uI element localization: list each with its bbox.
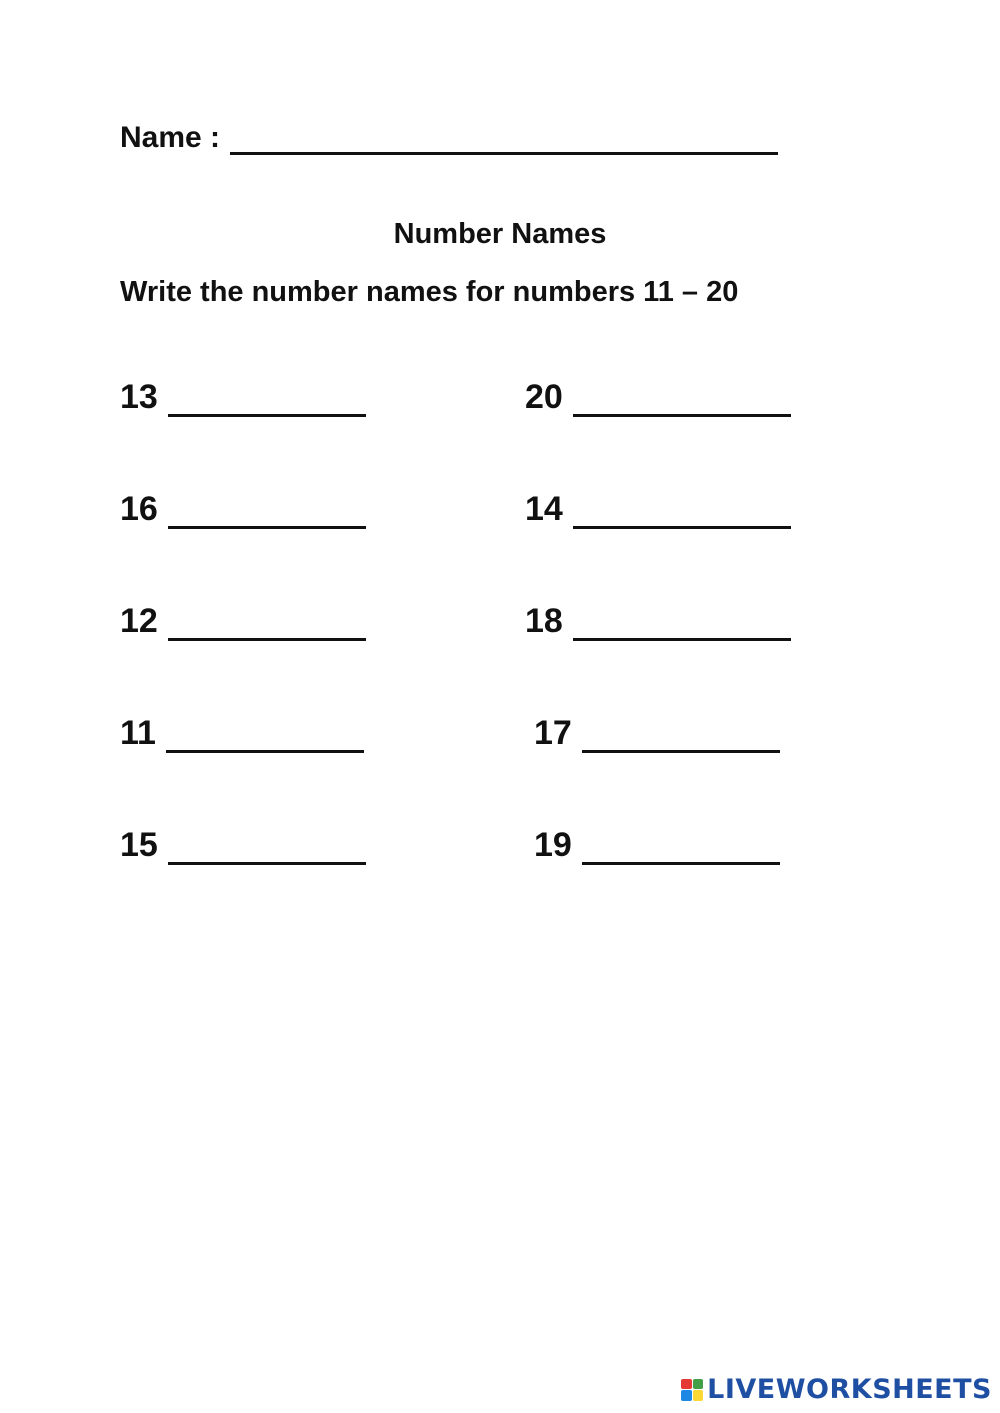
- page-title: Number Names: [393, 218, 607, 250]
- number-label: 12: [120, 602, 158, 640]
- answer-line[interactable]: [168, 828, 366, 865]
- number-label: 15: [120, 826, 158, 864]
- number-item: [120, 826, 366, 865]
- number-item: [120, 378, 366, 417]
- number-label: 13: [120, 378, 158, 416]
- instruction-text: Write the number names for numbers 11 – 20: [120, 276, 739, 308]
- number-label: 20: [525, 378, 563, 416]
- answer-line[interactable]: [582, 828, 780, 865]
- answer-line[interactable]: [168, 380, 366, 417]
- answer-line[interactable]: [168, 604, 366, 641]
- number-label: 18: [525, 602, 563, 640]
- watermark-text: LIVEWORKSHEETS: [707, 1374, 992, 1405]
- name-label: Name :: [120, 121, 221, 154]
- number-label: 11: [120, 714, 156, 752]
- number-label: 16: [120, 490, 158, 528]
- liveworksheets-logo-icon: [681, 1379, 703, 1401]
- number-item: [525, 490, 791, 529]
- number-item: [534, 714, 780, 753]
- number-item: [534, 826, 780, 865]
- answer-line[interactable]: [573, 380, 791, 417]
- number-item: [120, 490, 366, 529]
- name-row: [120, 120, 778, 155]
- answer-line[interactable]: [166, 716, 364, 753]
- number-label: 17: [534, 714, 572, 752]
- answer-line[interactable]: [573, 604, 791, 641]
- number-item: [120, 714, 364, 753]
- answer-line[interactable]: [582, 716, 780, 753]
- number-item: [525, 602, 791, 641]
- liveworksheets-watermark: [681, 1374, 992, 1405]
- answer-line[interactable]: [573, 492, 791, 529]
- number-label: 14: [525, 490, 563, 528]
- number-label: 19: [534, 826, 572, 864]
- number-item: [120, 602, 366, 641]
- name-answer-line[interactable]: [230, 120, 778, 155]
- number-item: [525, 378, 791, 417]
- answer-line[interactable]: [168, 492, 366, 529]
